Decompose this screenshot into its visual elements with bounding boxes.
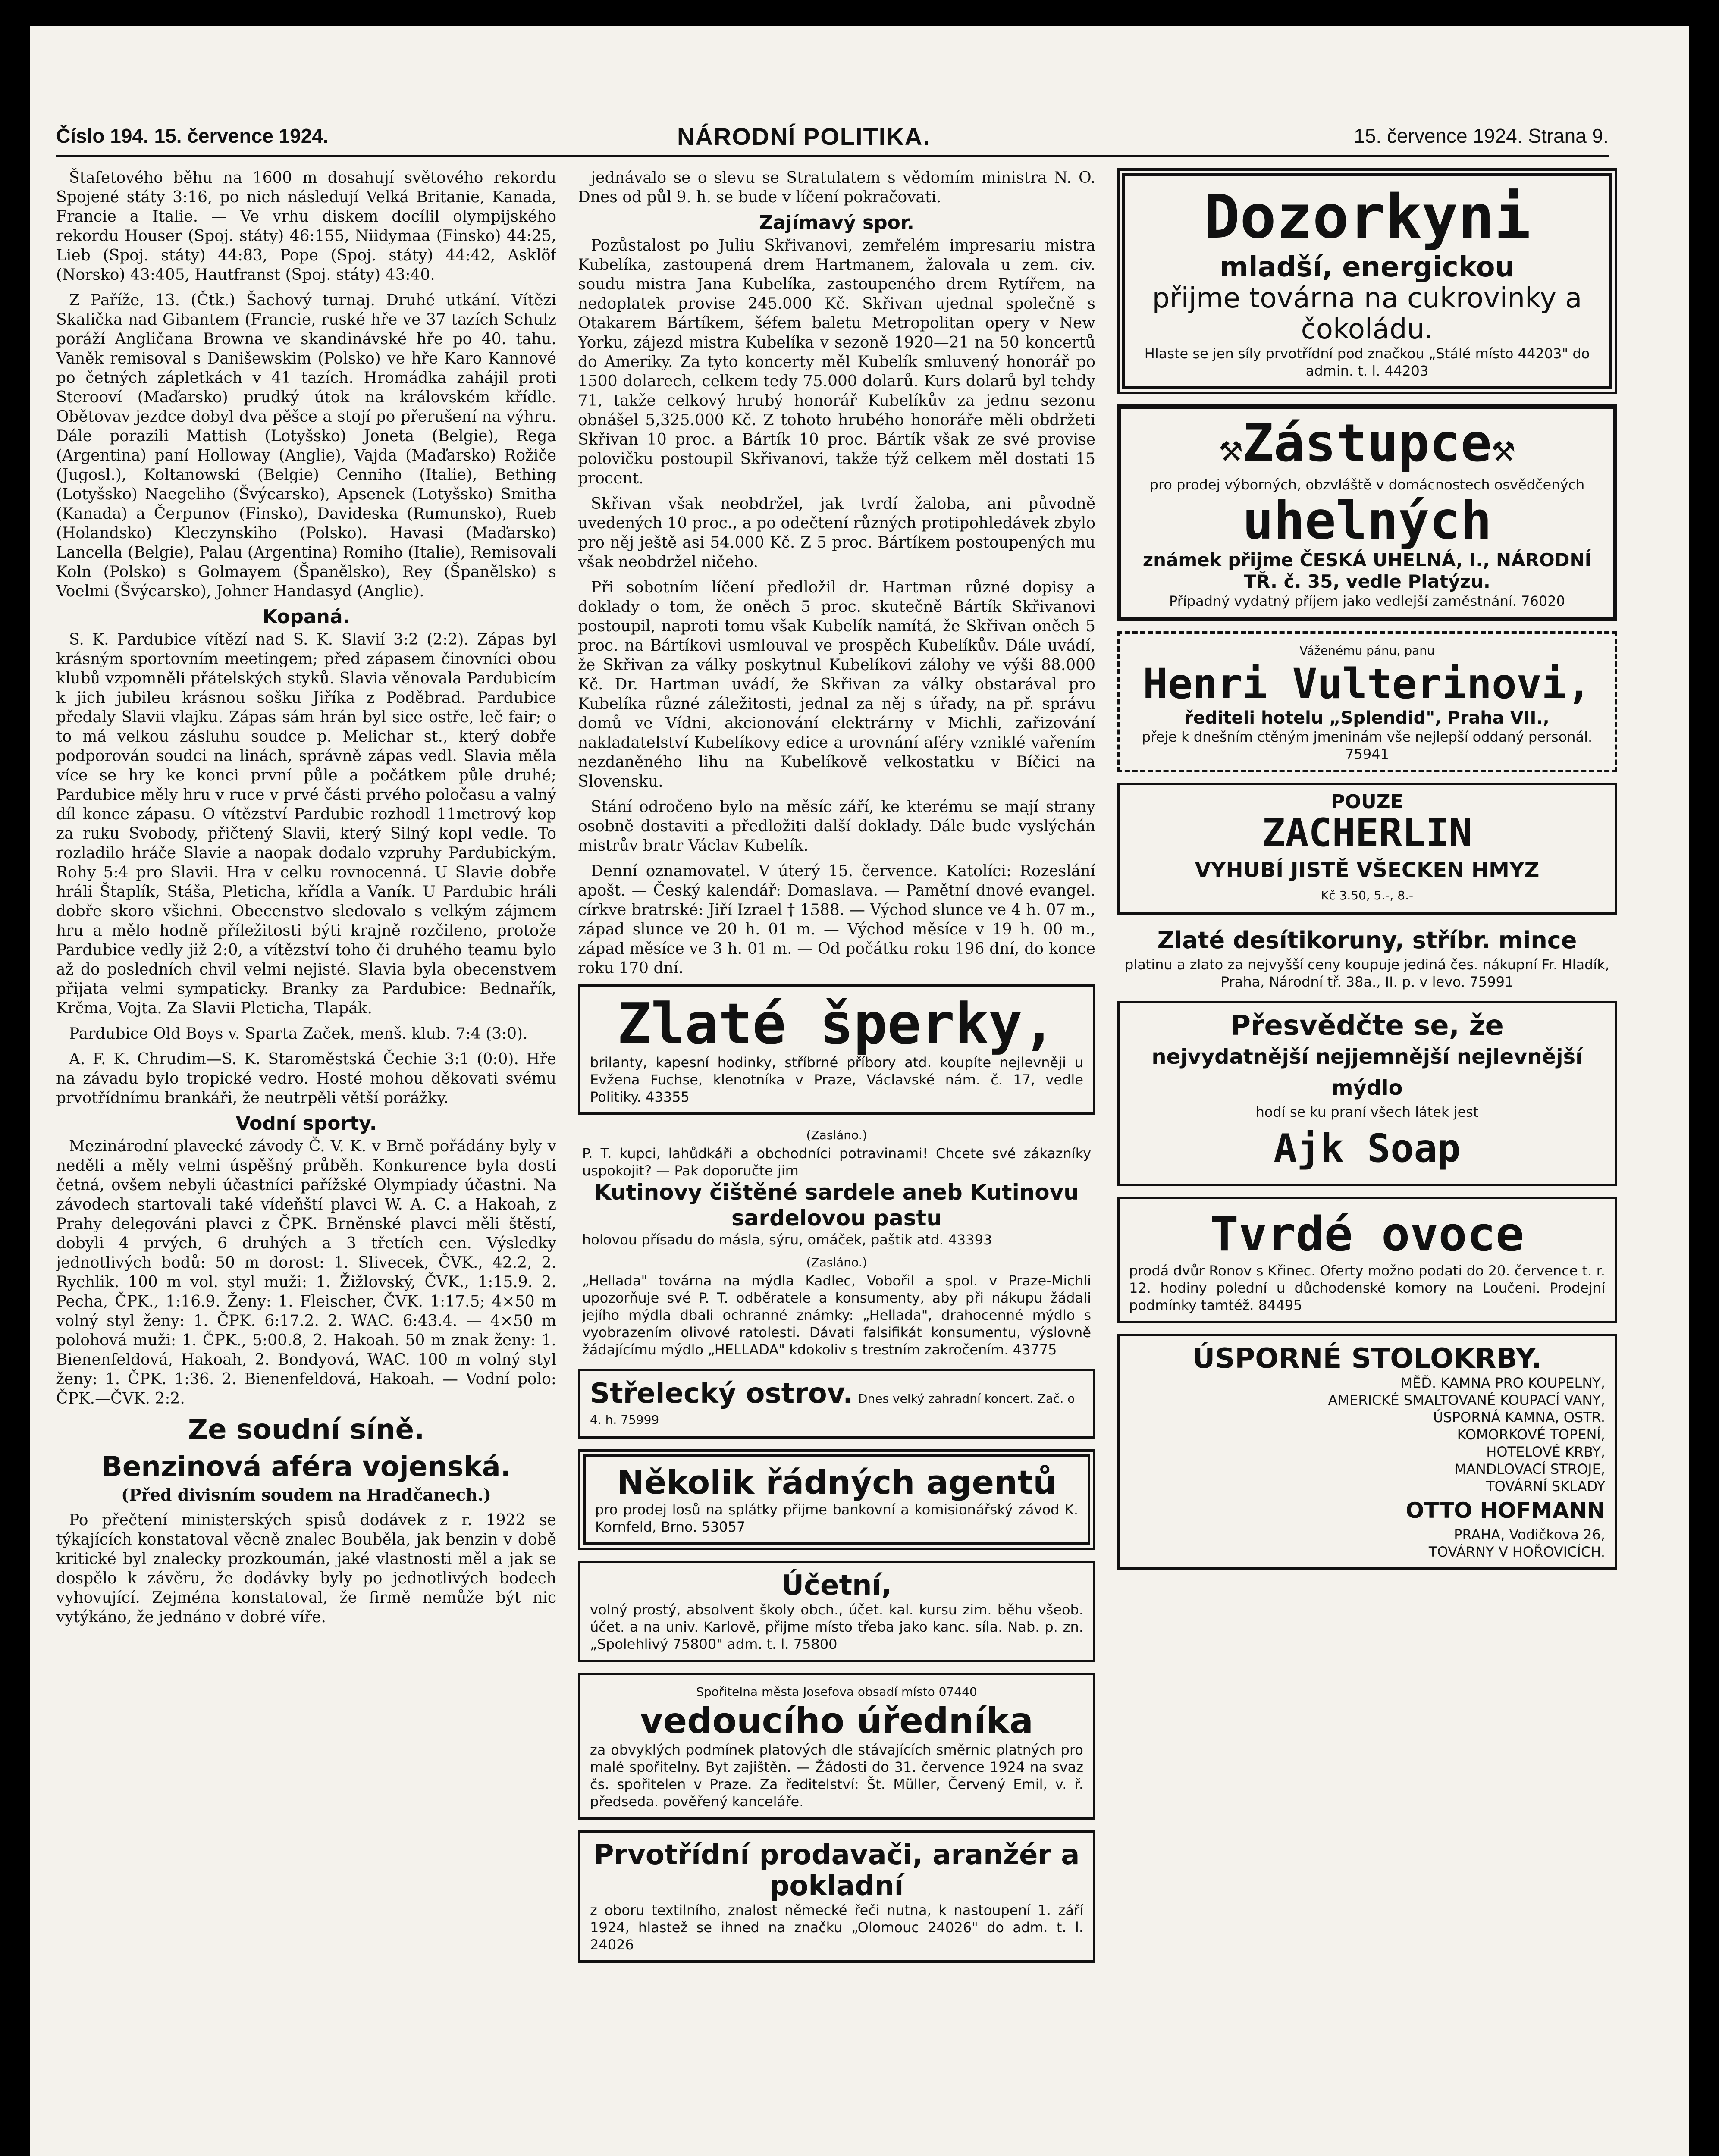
ad-text: brilanty, kapesní hodinky, stříbrné příbory atd. koupíte nejlevněji u Evžena Fuchse, klenotníka v Praze, Václavské nám. č. 17, vedle Politiky. 43355	[590, 1054, 1083, 1105]
ad-text: přeje k dnešním ctěným jmeninám vše nejlepší oddaný personál. 75941	[1142, 729, 1593, 762]
ad-text: VYHUBÍ JISTĚ VŠECKEN HMYZ	[1195, 858, 1540, 882]
newspaper-page	[30, 26, 1689, 2156]
ad-label: (Zasláno.)	[806, 1255, 867, 1269]
ad-text: „Hellada" továrna na mýdla Kadlec, Vobořil a spol. v Praze-Michli upozorňuje své P. T. odběratele a konsumenty, aby při nákupu žádali jejího mýdla dbali ochranné známky: „Hellada", drahocenné mýdlo s vyobrazením olivové ratolesti. Dávati falsifikát konsumentu, výslovně žádajícímu mýdlo „HELLADA" kdokoliv s trestním zakročením. 43775	[582, 1272, 1091, 1358]
column-3	[1117, 168, 1617, 2156]
ad-text: pro prodej losů na splátky přijme bankovní a komisionářský závod K. Kornfeld, Brno. 53057	[595, 1501, 1078, 1535]
ad-savings-bank	[578, 1673, 1095, 1820]
ad-price: Kč 3.50, 5.-, 8.-	[1321, 888, 1414, 903]
ad-title: Zlaté desítikoruny, stříbr. mince	[1157, 927, 1577, 954]
hammer-icon: ⚒	[1219, 425, 1243, 470]
ad-accountant	[578, 1561, 1095, 1662]
ad-text: pro prodej výborných, obzvláště v domácnostech osvědčených	[1149, 476, 1585, 493]
ad-title: vedoucího úředníka	[640, 1701, 1033, 1742]
ad-text: přijme továrna na cukrovinky a čokoládu.	[1152, 282, 1582, 345]
ad-title: Střelecký ostrov.	[590, 1378, 853, 1410]
ad-text: za obvyklých podmínek platových dle stávajících směrnic platných pro malé spořitelny. Byt zajištěn. — Žádosti do 31. července 1924 na svaz čs. spořitelen v Praze. Za ředitelství: Št. Müller, Červený Emil, v. ř. předseda. pověřený kanceláře.	[590, 1742, 1083, 1810]
section-heading-court: Ze soudní síně.	[188, 1414, 425, 1446]
ad-line: ÚSPORNÁ KAMNA, OSTR.	[1433, 1409, 1605, 1426]
ad-text: platinu a zlato za nejvyšší ceny koupuje jediná čes. nákupní Fr. Hladík, Praha, Národní tř. 38a., II. p. v levo. 75991	[1125, 956, 1609, 990]
issue-date: Číslo 194. 15. července 1924.	[56, 125, 329, 147]
article-paragraph: Štafetového běhu na 1600 m dosahují světového rekordu Spojené státy 3:16, po nich následují Velká Britanie, Kanada, Francie a Italie. — Ve vrhu diskem docílil olympijského rekordu Houser (Spoj. státy) 46:155, Niidymaa (Finsko) 44:25, Lieb (Spoj. státy) 44:83, Pope (Spoj. státy) 44:42, Asklöf (Norsko) 43:405, Hautfranst (Spoj. státy) 43:40.	[56, 169, 556, 284]
column-1	[56, 168, 556, 2156]
ad-big-word: uhelných	[1242, 491, 1492, 551]
ad-title: Několik řádných agentů	[617, 1463, 1057, 1501]
ad-text: holovou přísadu do másla, sýru, omáček, paštik atd. 43393	[582, 1232, 992, 1248]
article-paragraph: jednávalo se o slevu se Stratulatem s vědomím ministra N. O. Dnes od půl 9. h. se bude v líčení pokračovati.	[578, 169, 1095, 206]
ad-gold-coins	[1117, 925, 1617, 990]
ad-title: Kutinovy čištěné sardele aneb Kutinovu sardelovou pastu	[594, 1180, 1079, 1231]
page-number: 15. července 1924. Strana 9.	[1354, 125, 1609, 147]
ad-note: Případný vydatný příjem jako vedlejší zaměstnání. 76020	[1169, 593, 1565, 609]
ad-label: (Zasláno.)	[806, 1128, 867, 1142]
article-paragraph: Skřivan však neobdržel, jak tvrdí žaloba, ani původně uvedených 10 proc., a po odečtení různých protipohledávek zbylo pro něj ještě asi 54.000 Kč. Z 5 proc. Bártíkem postoupených mu však neobdržel ničeho.	[578, 495, 1095, 571]
article-title: Benzinová aféra vojenská.	[101, 1451, 511, 1483]
ad-strelecky-ostrov	[578, 1369, 1095, 1439]
calendar-notice: Denní oznamovatel. V úterý 15. července. Katolíci: Rozeslání apošt. — Český kalendář: Domaslava. — Pamětní dnové evangel. církve bratrské: Jiří Izrael † 1588. — Východ slunce ve 4 h. 07 m., západ slunce ve 20 h. 01 m. — Východ měsíce v 19 h. 00 m., západ měsíce ve 3 h. 01 m. — Od počátku roku 196 dní, do konce roku 170 dní.	[578, 862, 1095, 977]
ad-address: známek přijme ČESKÁ UHELNÁ, I., NÁRODNÍ TŘ. č. 35, vedle Platýzu.	[1142, 549, 1592, 592]
article-paragraph: Při sobotním líčení předložil dr. Hartman různé dopisy a doklady o tom, že oněch 5 proc. skutečně Bártík Skřivanovi postoupil, naproti tomu však Kubelík namítá, že Skřivan oněch 5 proc. na Bártíkovi usmlouval ve prospěch Kubelíkův. Dále uvádí, že Skřivan za války poskytnul Kubelíkovi zálohy ve výši 88.000 Kč. Dr. Hartman uvádí, že Skřivan za války obstarával pro Kubelíka různé záležitosti, jednal za něj s úřady, na př. správu domů ve Vídni, akcionování elektrárny v Michli, zařizování nakladatelství Kubelíkovy edice a urovnání aféry vzniklé vařením nezdaněného lihu na Kubelíkově velkostatku v Bíčici na Slovensku.	[578, 579, 1095, 790]
column-2	[578, 168, 1095, 2156]
article-paragraph: Pardubice Old Boys v. Sparta Začek, menš. klub. 7:4 (3:0).	[69, 1025, 528, 1043]
ad-stoves	[1117, 1334, 1617, 1570]
ad-label: Spořitelna města Josefova obsadí místo 07440	[696, 1685, 977, 1699]
ad-line: HOTELOVÉ KRBY,	[1486, 1444, 1605, 1460]
article-subtitle: (Před divisním soudem na Hradčanech.)	[121, 1485, 491, 1504]
ad-note: Hlaste se jen síly prvotřídní pod značkou „Stálé místo 44203" do admin. t. l. 44203	[1144, 345, 1590, 379]
ad-hard-fruit	[1117, 1197, 1617, 1323]
article-paragraph: Po přečtení ministerských spisů dodávek z r. 1922 se týkajících konstatoval věcně znalec Bouběla, jak benzin v době kritické byl znalecky prozkoumán, jaké vlastnosti měl a jak se dospělo k závěru, že dodávky byly po jednotlivých bodech vyhovující. Zejména konstatoval, že firmě nemůže být nic vytýkáno, že jednáno v dobré víře.	[56, 1511, 556, 1626]
ad-line: KOMORKOVÉ TOPENÍ,	[1457, 1426, 1605, 1443]
ad-agents	[578, 1449, 1095, 1550]
ad-line: TOVÁRNÍ SKLADY	[1486, 1478, 1605, 1495]
ad-representative	[1117, 404, 1617, 621]
article-title: Zajímavý spor.	[759, 212, 915, 234]
article-paragraph: Z Paříže, 13. (Čtk.) Šachový turnaj. Druhé utkání. Vítězi Skalička nad Gibantem (Francie, ruské hře ve 37 tazích Schulz poráží Angličana Browna ve skandinávské hře po 40. tahu. Vaněk remisoval s Danišewskim (Polsko) ve hře Karo Kannové po četných zápletkách v 41 tazích. Hromádka zahájil proti Sterooví (Maďarsko) prudký útok na královském křídle. Obětovav jezdce dobyl dva pěšce a stojí po přerušení na výhru. Dále porazili Mattish (Lotyšsko) Joneta (Belgie), Rega (Argentina) paní Holloway (Anglie), Vajda (Maďarsko) Rožiče (Jugosl.), Koltanowski (Belgie) Cenniho (Italie), Bething (Lotyšsko) Naegeliho (Švýcarsko), Apsenek (Lotyšsko) Smitha (Kanada) a Čerpunov (Finsko), Davideska (Rumunsko), Rueb (Holandsko) Kleczynskiho (Polsko). Havasi (Maďarsko) Lancella (Belgie), Palau (Argentina) Romiho (Italie), Remisovali Koln (Polsko) s Golmayem (Španělsko), Rey (Španělsko) s Voelmi (Švýcarsko), Johner Handasyd (Anglie).	[56, 291, 556, 600]
ad-line: MĚĎ. KAMNA PRO KOUPELNY,	[1400, 1375, 1605, 1391]
article-paragraph: S. K. Pardubice vítězí nad S. K. Slavií 3:2 (2:2). Zápas byl krásným sportovním meetingem; před zápasem činovníci obou klubů vzpomněli přátelských styků. Slavia věnovala Pardubicím k jich jubileu krásnou sošku Jiříka z Poděbrad. Pardubice předaly Slavii vlajku. Zápas sám hrán byl sice ostře, leč fair; o to má velkou zásluhu soudce p. Melichar st., který dobře podporován soudci na linách, správně zápas vedl. Slavia měla více se hry ke konci první půle a počátkem půle druhé; Pardubice měly hru v ruce v prvé části prvého poločasu a valný díl konce zápasu. O vítězství Pardubic rozhodl 11metrový kop za ruku Svobody, přičtený Slavii, který Silný kopl vedle. To rozladilo hráče Slavie a naopak dodalo vzpruhy Pardubickým. Rohy 5:4 pro Slavii. Hra v celku rovnocenná. U Slavie dobře hráli Štaplík, Stáša, Pleticha, křídla a Vaník. U Pardubic hráli dobře skoro všichni. Obecenstvo sledovalo s velkým zájmem hru a mělo hodně příležitosti býti krajně rozčileno, protože Pardubice vedly již 2:0, a vítězství toho či druhého teamu bylo až do posledních chvil velmi nejisté. Slavia byla obecenstvem přijata velmi sympaticky. Branky za Pardubice: Bednařík, Krčma, Vojta. Za Slavii Pleticha, Tlapák.	[56, 631, 556, 1017]
ad-text: prodá dvůr Ronov s Křinec. Oferty možno podati do 20. července t. r. 12. hodiny polední u důchodenské komory na Loučeni. Prodejní podmínky tamtéž. 84495	[1129, 1263, 1605, 1313]
section-heading-water-sports: Vodní sporty.	[235, 1112, 377, 1134]
ad-sales-staff	[578, 1830, 1095, 1963]
ad-title: Dozorkyni	[1203, 182, 1531, 252]
page-header	[56, 116, 1609, 157]
ad-title: Henri Vulterinovi,	[1142, 660, 1592, 708]
ad-soap	[1117, 1001, 1617, 1186]
ad-title: Zlaté šperky,	[617, 991, 1056, 1056]
ad-supervisor	[1117, 168, 1617, 394]
article-paragraph: Pozůstalost po Juliu Skřivanovi, zemřelém impresariu mistra Kubelíka, zastoupená drem Hartmanem, žalovala u zem. civ. soudu mistra Jana Kubelíka, zastoupeného drem Rytířem, na nedoplatek provise 245.000 Kč. Skřivan ujednal společně s Otakarem Bártíkem, šéfem baletu Metropolitan opery v New Yorku, zájezd mistra Kubelíka v sezoně 1920—21 na 50 koncertů do Ameriky. Za tyto koncerty měl Kubelík smluvený honorář po 1500 dolarech, celkem tedy 75.000 dolarů. Kurs dolarů byl tehdy 71, takže celkový hrubý honorář Kubelíkův za jednu sezonu obnášel 5,325.000 Kč. Z tohoto hrubého honoráře měli obdržeti Skřivan 10 proc. a Bártík 10 proc. Bártík však ze své provise polovičku postoupil Skřivanovi, takže týž celkem měl dostati 15 procent.	[578, 237, 1095, 487]
ad-text: volný prostý, absolvent školy obch., účet. kal. kursu zim. běhu všeob. účet. a na univ. Karlově, přijme místo třeba jako kanc. síla. Nab. p. zn. „Spolehlivý 75800" adm. t. l. 75800	[590, 1601, 1083, 1652]
ad-zacherlin	[1117, 783, 1617, 915]
ad-brand: Ajk Soap	[1274, 1126, 1461, 1171]
ad-label: Váženému pánu, panu	[1299, 643, 1435, 658]
ad-text: Dnes velký zahradní koncert. Zač. o 4. h. 75999	[590, 1391, 1075, 1427]
ad-label: POUZE	[1331, 791, 1403, 813]
ad-title: ⚒Zástupce⚒	[1131, 416, 1603, 476]
ad-text: nejvydatnější nejjemnější nejlevnější mýdlo	[1151, 1045, 1583, 1100]
newspaper-title: NÁRODNÍ POLITIKA.	[677, 123, 931, 150]
ad-sardele	[578, 1125, 1095, 1358]
article-paragraph: Mezinárodní plavecké závody Č. V. K. v Brně pořádány byly v neděli a měly velmi úspěšný průběh. Konkurence byla dosti četná, ovšem nebyli účastníci pařížské Olympiady účastni. Na závodech startovali také vídeňští plavci W. A. C. a Hakoah, z Prahy delegováni plavci z ČPK. Brněnské plavci měli štěstí, dobyli 4 prvých, 6 druhých a 3 třetích cen. Výsledky jednotlivých bodů: 50 m dorost: 1. Slivecek, ČVK., 42.2, 2. Rychlik. 100 m vol. styl muži: 1. Žižlovský, ČVK., 1:15.9. 2. Pecha, ČPK., 1:16.9. Ženy: 1. Fleischer, ČVK. 1:17.5; 4×50 m volný styl ženy: 1. ČPK. 6:17.2. 2. WAC. 6:43.4. — 4×50 m polohová muži: 1. ČPK., 5:00.8, 2. Hakoah. 50 m znak ženy: 1. Bienenfeldová, Hakoah, 2. Bondyová, WAC. 100 m volný styl ženy: 1. ČPK. 1:36. 2. Bienenfeldová, Hakoah. — Vodní polo: ČPK.—ČVK. 2:2.	[56, 1138, 556, 1407]
ad-title: Prvotřídní prodavači, aranžér a pokladní	[593, 1839, 1080, 1902]
ad-text: P. T. kupci, lahůdkáři a obchodníci potravinami! Chcete své zákazníky uspokojit? — Pak doporučte jim	[582, 1145, 1091, 1179]
ad-text: z oboru textilního, znalost německé řeči nutna, k nastoupení 1. září 1924, hlastež se ihned na značku „Olomouc 24026" do adm. t. l. 24026	[590, 1902, 1083, 1953]
ad-note: hodí se ku praní všech látek jest	[1255, 1104, 1479, 1120]
ad-title: ÚSPORNÉ STOLOKRBY.	[1192, 1343, 1542, 1375]
ad-subtitle: řediteli hotelu „Splendid", Praha VII.,	[1185, 708, 1550, 728]
ad-title: Účetní,	[781, 1570, 892, 1601]
ad-title: Tvrdé ovoce	[1210, 1206, 1525, 1262]
ad-line: PRAHA, Vodičkova 26,	[1454, 1526, 1605, 1543]
ad-company: OTTO HOFMANN	[1405, 1498, 1605, 1523]
ad-line: MANDLOVACÍ STROJE,	[1454, 1461, 1605, 1477]
article-paragraph: Stání odročeno bylo na měsíc září, ke kterému se mají strany osobně dostaviti a předložiti další doklady. Dále bude vyslýchán mistrův bratr Václav Kubelík.	[578, 798, 1095, 855]
ad-brand: ZACHERLIN	[1262, 810, 1472, 856]
hammer-icon: ⚒	[1491, 425, 1515, 470]
ad-title: Přesvědčte se, že	[1230, 1010, 1504, 1042]
ad-gold-jewelry	[578, 984, 1095, 1115]
ad-line: TOVÁRNY V HOŘOVICÍCH.	[1428, 1544, 1605, 1560]
article-paragraph: A. F. K. Chrudim—S. K. Staroměstská Čechie 3:1 (0:0). Hře na závadu bylo tropické vedro. Hosté mohou děkovati svému prvotřídnímu brankáři, že neutrpěli větší porážky.	[56, 1050, 556, 1107]
section-heading-football: Kopaná.	[262, 606, 350, 628]
ad-subtitle: mladší, energickou	[1219, 251, 1515, 283]
ad-greeting	[1117, 631, 1617, 772]
ad-line: AMERICKÉ SMALTOVANÉ KOUPACÍ VANY,	[1328, 1392, 1605, 1408]
